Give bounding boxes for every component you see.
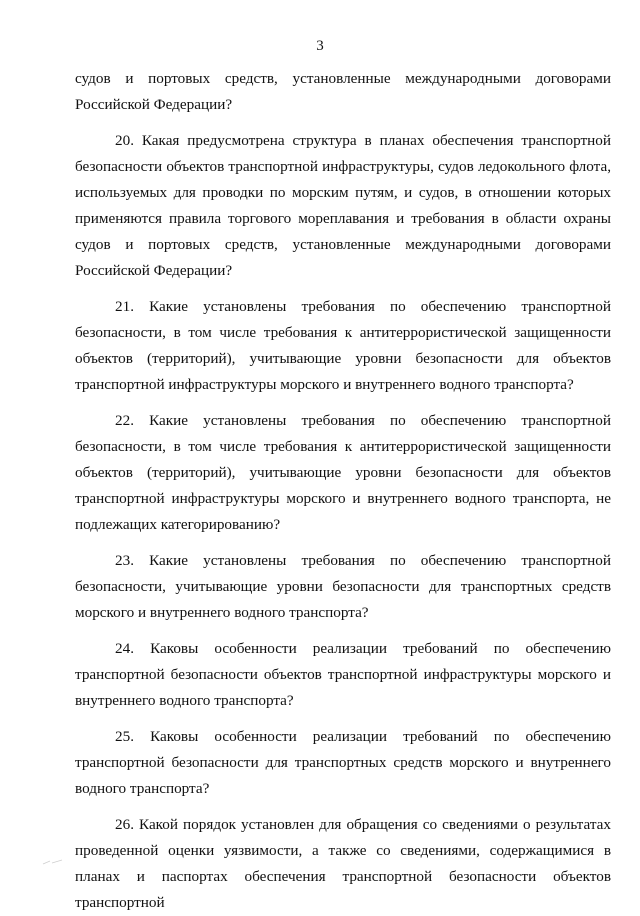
question-23: 23. Какие установлены требования по обеспечению транспортной безопасности, учитывающие уровни безопасности для транспортных средств морского и внутреннего водного транспорта?	[75, 552, 611, 621]
question-22: 22. Какие установлены требования по обеспечению транспортной безопасности, в том числе требования к антитеррористической защищенности объектов (территорий), учитывающие уровни безопасности для объектов транспортной инфраструктуры морского и внутреннего водного транспорта, не подлежащих категорированию?	[75, 412, 611, 533]
question-24: 24. Каковы особенности реализации требований по обеспечению транспортной безопасности объектов транспортной инфраструктуры морского и внутреннего водного транспорта?	[75, 640, 611, 709]
scan-artifact-mark	[42, 858, 64, 866]
question-26: 26. Какой порядок установлен для обращения со сведениями о результатах проведенной оценки уязвимости, а также со сведениями, содержащимися в планах и паспортах обеспечения транспортной безопасности объектов транспортной	[75, 816, 611, 911]
paragraph-continuation: судов и портовых средств, установленные международными договорами Российской Федерации?	[75, 70, 611, 113]
question-21: 21. Какие установлены требования по обеспечению транспортной безопасности, в том числе требования к антитеррористической защищенности объектов (территорий), учитывающие уровни безопасности для объектов транспортной инфраструктуры морского и внутреннего водного транспорта?	[75, 298, 611, 393]
question-25: 25. Каковы особенности реализации требований по обеспечению транспортной безопасности для транспортных средств морского и внутреннего водного транспорта?	[75, 728, 611, 797]
question-20: 20. Какая предусмотрена структура в планах обеспечения транспортной безопасности объектов транспортной инфраструктуры, судов ледокольного флота, используемых для проводки по морским путям, и судов, в отношении которых применяются правила торгового мореплавания и требования в области охраны судов и портовых средств, установленные международными договорами Российской Федерации?	[75, 132, 611, 279]
page-number: 3	[316, 38, 324, 54]
document-body	[75, 66, 611, 916]
